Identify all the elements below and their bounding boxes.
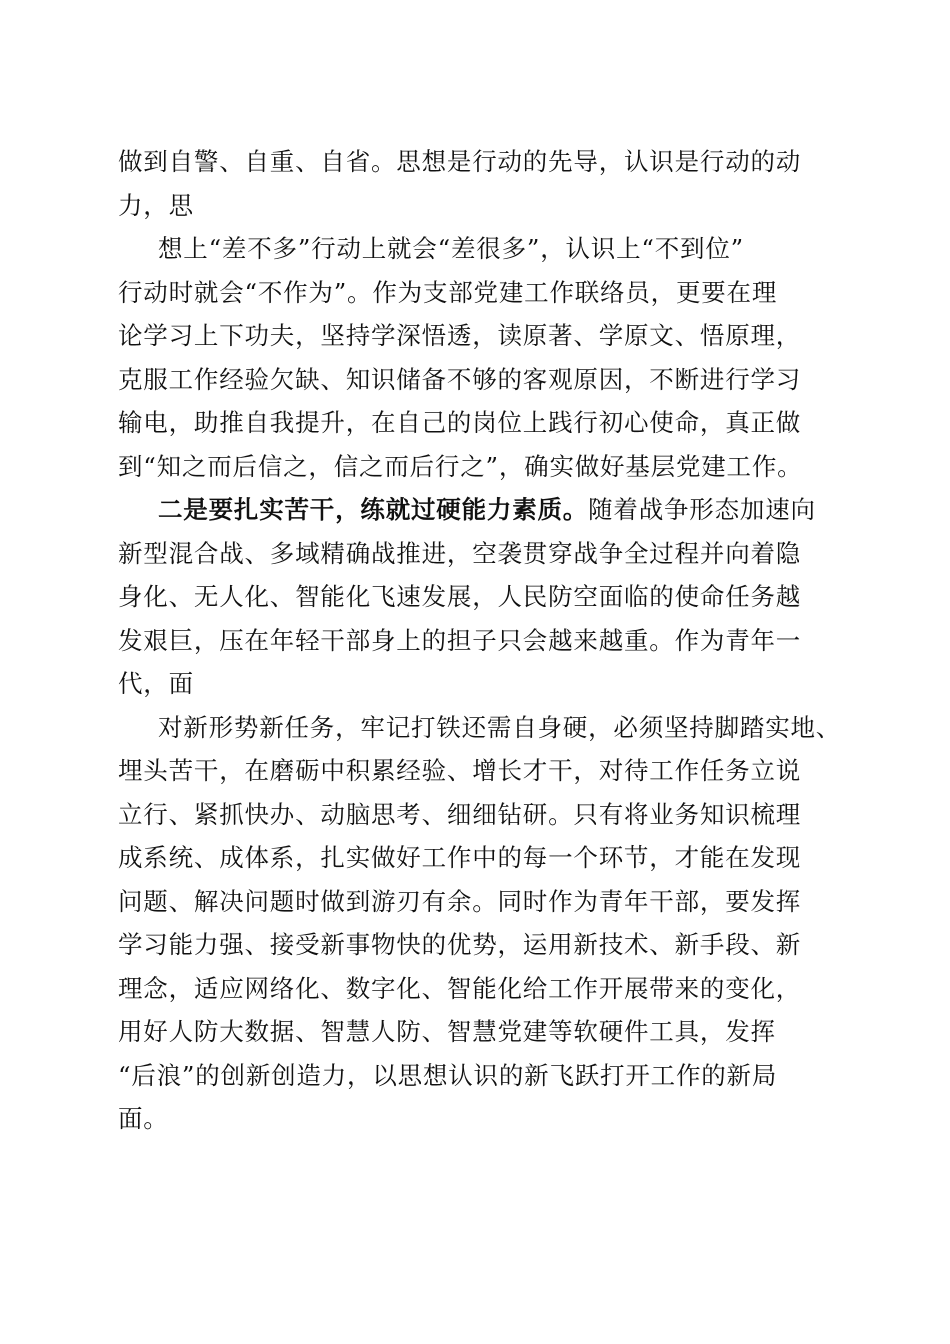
text-line: 到“知之而后信之，信之而后行之”，确实做好基层党建工作。 [118,451,803,481]
text-line: 成系统、成体系，扎实做好工作中的每一个环节，才能在发现 [118,843,802,872]
text-line: 力，思 [118,190,194,220]
text-line: 行动时就会“不作为”。作为支部党建工作联络员，更要在理 [118,277,778,307]
text-line: 论学习上下功夫，坚持学深悟透，读原著、学原文、悟原理， [118,321,802,350]
text-line: 立行、紧抓快办、动脑思考、细细钻研。只有将业务知识梳理 [118,799,802,829]
text-line-continuation: 随着战争形态加速向 [588,495,816,524]
text-line: 想上“差不多”行动上就会“差很多”，认识上“不到位” [158,234,744,263]
text-line [118,488,838,532]
text-line: 代，面 [118,669,194,698]
text-line: 用好人防大数据、智慧人防、智慧党建等软硬件工具，发挥 [118,1017,776,1046]
text-line: 身化、无人化、智能化飞速发展，人民防空面临的使命任务越 [118,582,802,611]
text-line: 输电，助推自我提升，在自己的岗位上践行初心使命，真正做 [118,408,802,437]
section-heading: 二是要扎实苦干，练就过硬能力素质。 [158,495,589,524]
text-line: 对新形势新任务，牢记打铁还需自身硬，必须坚持脚踏实地、 [158,712,842,742]
text-line: 埋头苦干，在磨砺中积累经验、增长才干，对待工作任务立说 [118,756,802,785]
text-line: 问题、解决问题时做到游刃有余。同时作为青年干部，要发挥 [118,886,802,916]
text-line: 发艰巨，压在年轻干部身上的担子只会越来越重。作为青年一 [118,625,802,655]
text-line: 新型混合战、多域精确战推进，空袭贯穿战争全过程并向着隐 [118,538,802,568]
text-line: 克服工作经验欠缺、知识储备不够的客观原因，不断进行学习 [118,364,802,394]
text-line: 做到自警、自重、自省。思想是行动的先导，认识是行动的动 [118,147,802,176]
text-line: “后浪”的创新创造力，以思想认识的新飞跃打开工作的新局 [118,1060,778,1090]
body-text [118,140,842,1141]
text-line: 理念，适应网络化、数字化、智能化给工作开展带来的变化， [118,973,802,1003]
text-line: 面。 [118,1104,169,1133]
text-line: 学习能力强、接受新事物快的优势，运用新技术、新手段、新 [118,930,802,959]
